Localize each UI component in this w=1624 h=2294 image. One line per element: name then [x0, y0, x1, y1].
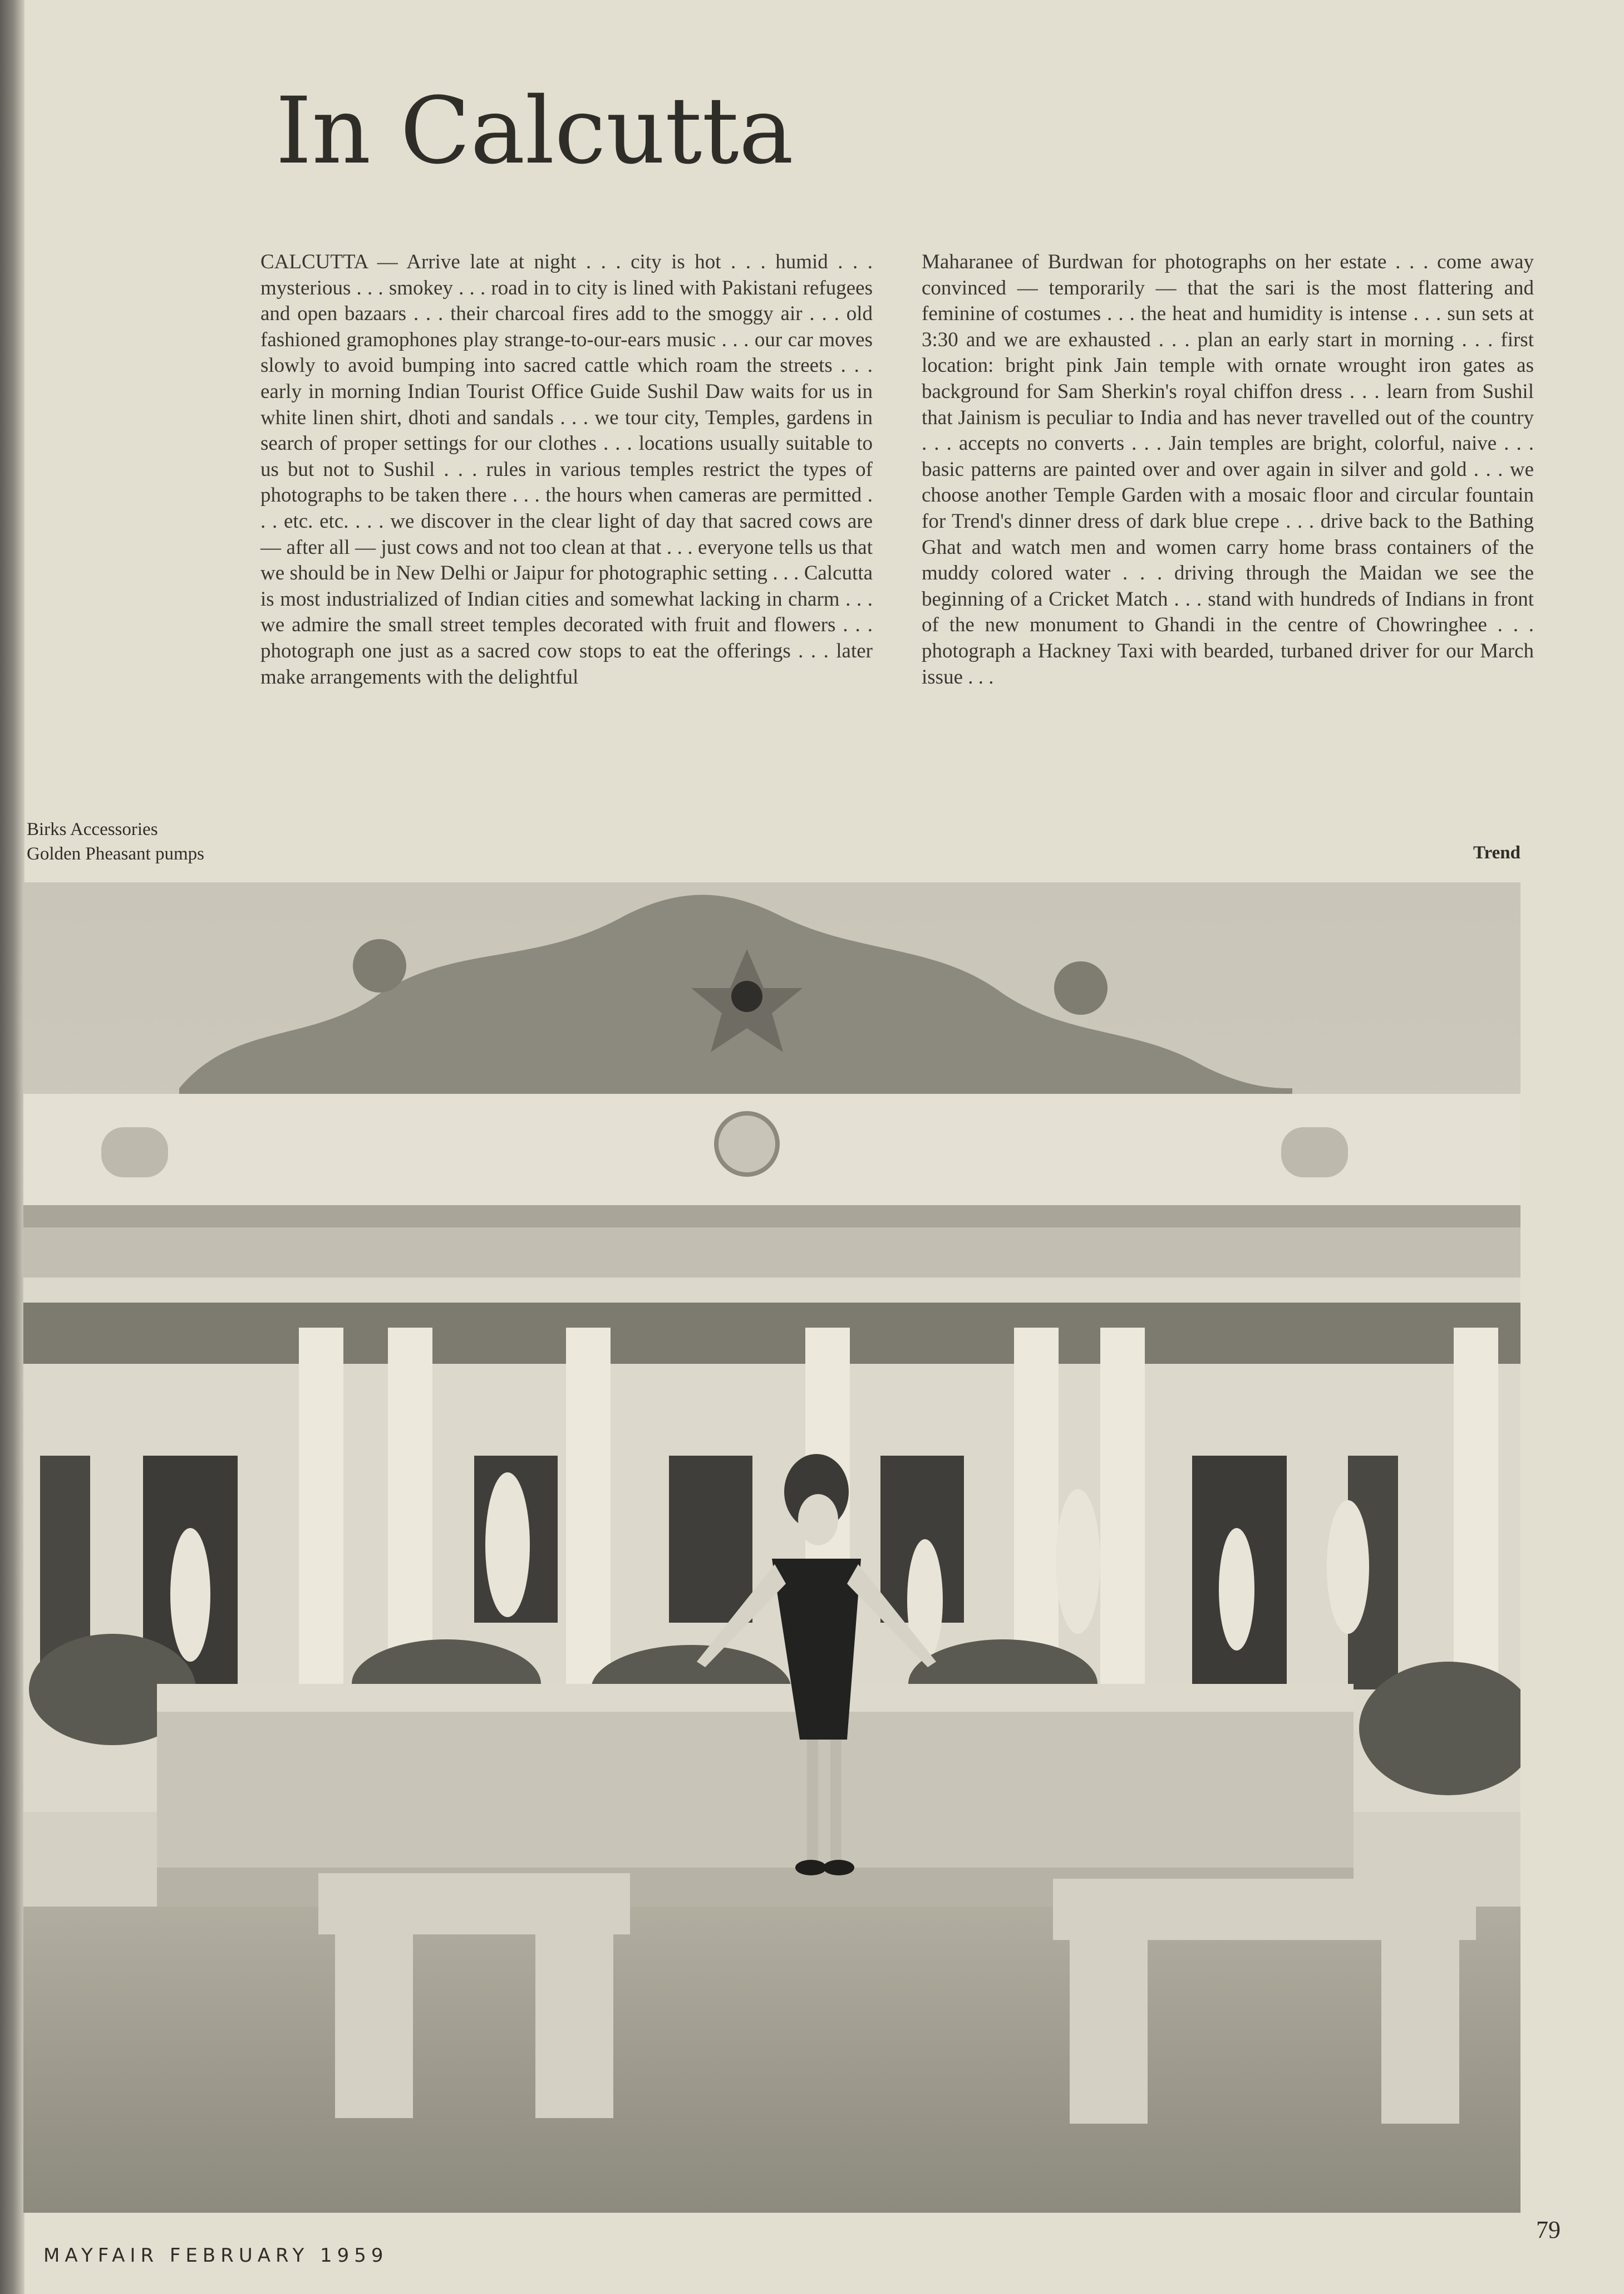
courtyard-floor	[23, 1907, 1520, 2213]
page-title: In Calcutta	[275, 77, 794, 184]
page-number: 79	[1536, 2216, 1561, 2243]
magazine-masthead: MAYFAIR FEBRUARY 1959	[43, 2244, 388, 2267]
binding-edge	[0, 0, 24, 2294]
temple-garden-illustration	[23, 882, 1520, 2213]
parapet	[23, 1094, 1520, 1227]
credit-dress: Trend	[1473, 843, 1520, 863]
photo-credits	[27, 817, 204, 866]
article-column-right: Maharanee of Burdwan for photographs on her estate . . . come away convinced — temporarily — that the sari is the most flattering and feminine of costumes . . . the heat and humidity is intense . . . sun sets at 3:30 and we are exhausted . . . plan an early start in morning . . . first location: bright pink Jain temple with ornate wrought iron gates as background for Sam Sherkin's royal chiffon dress . . . learn from Sushil that Jainism is peculiar to India and has never travelled out of the country . . . accepts no converts . . . Jain temples are bright, colorful, naive . . . basic patterns are painted over and over again in silver and gold . . . we choose another Temple Garden with a mosaic floor and circular fountain for Trend's dinner dress of dark blue crepe . . . drive back to the Bathing Ghat and watch men and women carry home brass containers of the muddy colored water . . . driving through the Maidan we see the beginning of a Cricket Match . . . stand with hundreds of Indians in front of the new monument to Ghandi in the centre of Chowringhee . . . photograph a Hackney Taxi with bearded, turbaned driver for our March issue . . .	[922, 250, 1534, 689]
credit-shoes: Golden Pheasant pumps	[27, 844, 204, 864]
temple-garden-photo	[23, 882, 1520, 2213]
article-column-left: CALCUTTA — Arrive late at night . . . city is hot . . . humid . . . mysterious . . . smokey . . . road in to city is lined with Pakistani refugees and open bazaars . . . their charcoal fires add to the smoggy air . . . old fashioned gramophones play strange-to-our-ears music . . . our car moves slowly to avoid bumping into sacred cattle which roam the streets . . . early in morning Indian Tourist Office Guide Sushil Daw waits for us in white linen shirt, dhoti and sandals . . . we tour city, Temples, gardens in search of proper settings for our clothes . . . locations usually suitable to us but not to Sushil . . . rules in various temples restrict the types of photographs to be taken there . . . the hours when cameras are permitted . . . etc. etc. . . . we discover in the clear light of day that sacred cows are — after all — just cows and not too clean at that . . . everyone tells us that we should be in New Delhi or Jaipur for photographic setting . . . Calcutta is most industrialized of Indian cities and somewhat lacking in charm . . . we admire the small street temples decorated with fruit and flowers . . . photograph one just as a sacred cow stops to eat the offerings . . . later make arrangements with the delightful	[260, 250, 873, 689]
credit-accessories: Birks Accessories	[27, 819, 158, 839]
